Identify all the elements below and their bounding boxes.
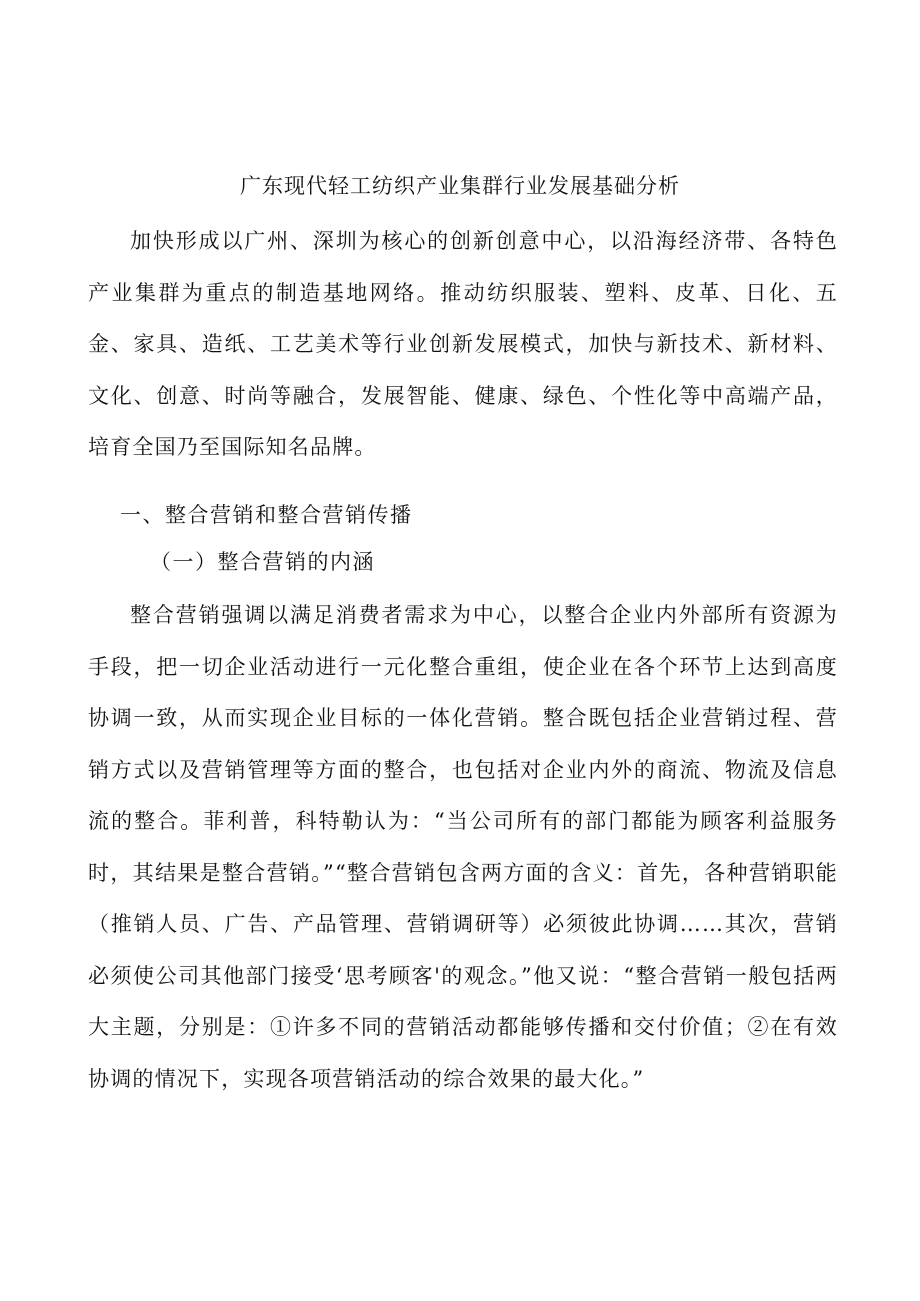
subsection-heading: （一）整合营销的内涵 — [150, 550, 375, 574]
body-paragraph: 整合营销强调以满足消费者需求为中心，以整合企业内外部所有资源为手段，把一切企业活动进行一元化整合重组，使企业在各个环节上达到高度协调一致，从而实现企业目标的一体化营销。整合既包括企业营销过程、营销方式以及营销管理等方面的整合，也包括对企业内外的商流、物流及信息流的整合。菲利普，科特勒认为：“当公司所有的部门都能为顾客利益服务时，其结果是整合营销。”“整合营销包含两方面的含义：首先，各种营销职能（推销人员、广告、产品管理、营销调研等）必须彼此协调……其次，营销必须使公司其他部门接受‘思考顾客'的观念。”他又说：“整合营销一般包括两大主题，分别是：①许多不同的营销活动都能够传播和交付价值；②在有效协调的情况下，实现各项营销活动的综合效果的最大化。” — [88, 603, 838, 1091]
intro-paragraph: 加快形成以广州、深圳为核心的创新创意中心，以沿海经济带、各特色产业集群为重点的制造基地网络。推动纺织服装、塑料、皮革、日化、五金、家具、造纸、工艺美术等行业创新发展模式，加快与新技术、新材料、文化、创意、时尚等融合，发展智能、健康、绿色、个性化等中高端产品，培育全国乃至国际知名品牌。 — [88, 229, 838, 459]
document-title: 广东现代轻工纺织产业集群行业发展基础分析 — [240, 174, 680, 198]
section-heading: 一、整合营销和整合营销传播 — [120, 503, 413, 527]
